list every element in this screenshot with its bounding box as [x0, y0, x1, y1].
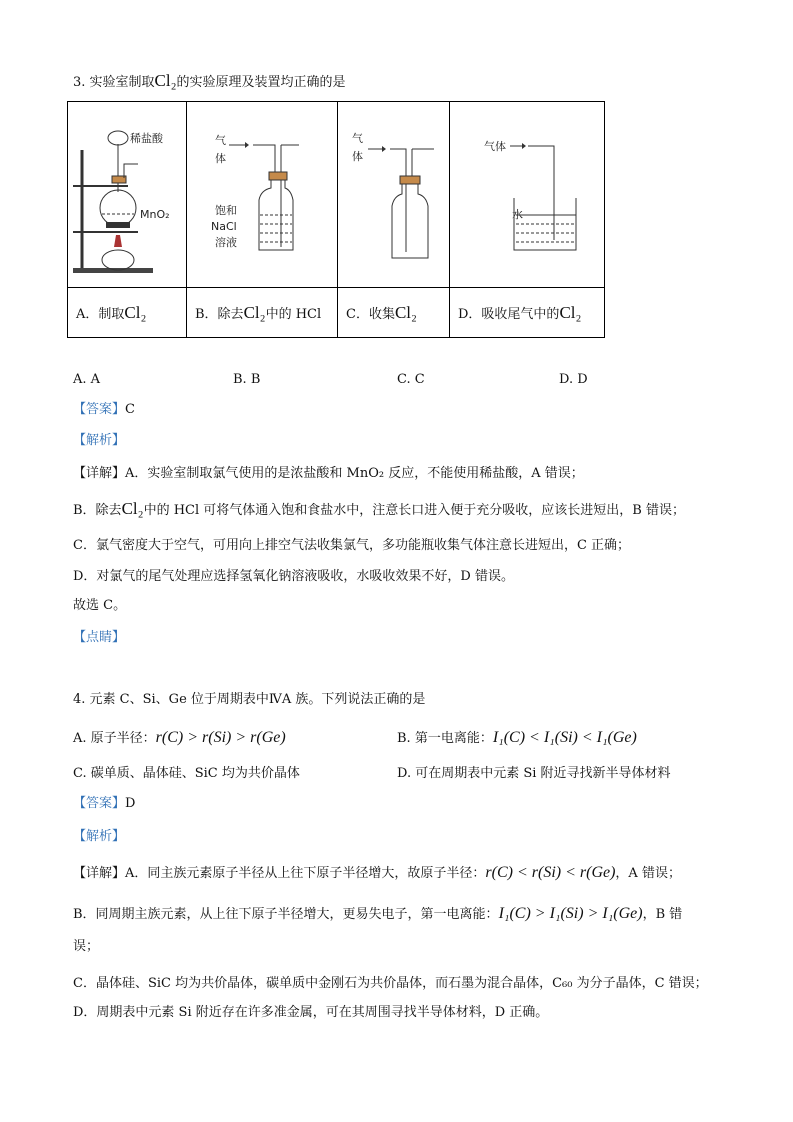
q4-option-a: [73, 729, 286, 748]
cell-text: 中的 HCl: [265, 306, 322, 322]
option-text: A. 原子半径：: [73, 731, 156, 746]
cell-text: B．除去: [195, 306, 244, 322]
q3-title-text: 3. 实验室制取: [73, 75, 155, 90]
q3-detail-d: D．对氯气的尾气处理应选择氢氧化钠溶液吸收，水吸收效果不好，D 错误。: [73, 569, 514, 584]
gas-label: 体: [215, 152, 226, 165]
detail-text: ，B 错: [642, 907, 683, 922]
solution-label: 溶液: [215, 236, 237, 249]
gas-label: 体: [352, 150, 363, 163]
q3-comment-label: 【点睛】: [73, 630, 126, 645]
q4-detail-a: [73, 864, 681, 883]
q4-detail-c: C．晶体硅、SiC 均为共价晶体，碳单质中金刚石为共价晶体，而石墨为混合晶体，C₆₀ 为分子晶体，C 错误；: [73, 976, 708, 991]
diagram-d: [450, 102, 605, 288]
diagram-c: [338, 102, 450, 288]
detail-text: B．除去: [73, 503, 122, 518]
cell-chem: Cl₂: [559, 302, 582, 322]
detail-formula: r(C) < r(Si) < r(Ge): [485, 864, 616, 881]
q4-option-c: C. 碳单质、晶体硅、SiC 均为共价晶体: [73, 766, 300, 781]
q4-title: 4. 元素 C、Si、Ge 位于周期表中ⅣA 族。下列说法正确的是: [73, 692, 426, 707]
q3-title-chem: Cl₂: [154, 71, 177, 90]
q4-analysis-label: 【解析】: [73, 829, 126, 844]
gas-label: 气: [215, 134, 226, 147]
detail-chem: Cl₂: [121, 499, 144, 518]
cell-text: C．收集: [346, 306, 395, 322]
q4-option-d: D. 可在周期表中元素 Si 附近寻找新半导体材料: [397, 766, 671, 781]
detail-text: 中的 HCl 可将气体通入饱和食盐水中，注意长口进入便于充分吸收，应该长进短出，B 错误；: [143, 503, 685, 518]
detail-formula: I₁(C) > I₁(Si) > I₁(Ge): [498, 905, 643, 922]
wash-bottle-diagram: [187, 102, 337, 283]
cell-b: [187, 288, 338, 338]
q4-detail-b: [73, 905, 682, 924]
option-formula: r(C) > r(Si) > r(Ge): [155, 729, 286, 746]
q3-answer: [73, 401, 135, 419]
gas-label: 气: [352, 132, 363, 145]
detail-text: A．实验室制取氯气使用的是浓盐酸和 MnO₂ 反应，不能使用稀盐酸，A 错误；: [125, 466, 584, 481]
cell-chem: Cl₂: [243, 302, 266, 322]
acid-label: 稀盐酸: [130, 132, 163, 145]
water-label: 水: [512, 208, 523, 221]
q4-option-b: [397, 729, 637, 748]
option-text: B. 第一电离能：: [397, 731, 493, 746]
q3-apparatus-table: [67, 101, 605, 338]
answer-value: D: [125, 796, 136, 811]
q3-analysis-label: 【解析】: [73, 433, 126, 448]
gas-label: 气体: [484, 140, 506, 153]
cell-d: [450, 288, 605, 338]
mno2-label: MnO₂: [140, 208, 170, 221]
diagram-b: [187, 102, 338, 288]
answer-label: 【答案】: [73, 402, 126, 417]
option-b: B. B: [233, 372, 261, 387]
detail-label: 【详解】: [73, 866, 126, 881]
option-formula: I₁(C) < I₁(Si) < I₁(Ge): [492, 729, 637, 746]
q3-title-text-2: 的实验原理及装置均正确的是: [176, 75, 346, 90]
cell-chem: Cl₂: [124, 302, 147, 322]
q3-conclusion: 故选 C。: [73, 598, 127, 613]
option-d: D. D: [559, 372, 588, 387]
diagram-a: [68, 102, 187, 288]
q3-detail-a: [73, 465, 584, 483]
detail-text: A．同主族元素原子半径从上往下原子半径增大，故原子半径：: [125, 866, 486, 881]
detail-text: B．同周期主族元素，从上往下原子半径增大，更易失电子，第一电离能：: [73, 907, 499, 922]
q4-detail-b-cont: 误；: [73, 939, 100, 954]
option-a: A. A: [73, 372, 101, 387]
q3-detail-c: C．氯气密度大于空气，可用向上排空气法收集氯气，多功能瓶收集气体注意长进短出，C 正确；: [73, 538, 631, 553]
tail-gas-absorption-diagram: [450, 102, 604, 283]
q3-title: [73, 72, 346, 92]
q4-answer: [73, 795, 135, 813]
answer-value: C: [125, 402, 135, 417]
option-c: C. C: [397, 372, 425, 387]
cell-a: [68, 288, 187, 338]
gas-collection-diagram: [338, 102, 449, 283]
detail-label: 【详解】: [73, 466, 126, 481]
solution-label: NaCl: [211, 220, 237, 233]
cell-c: [338, 288, 450, 338]
cell-text: D．吸收尾气中的: [458, 306, 560, 322]
cell-text: A．制取: [76, 306, 125, 322]
cell-chem: Cl₂: [394, 302, 417, 322]
solution-label: 饱和: [215, 204, 237, 217]
chlorine-generator-diagram: [68, 102, 186, 283]
detail-text: ，A 错误；: [615, 866, 681, 881]
q3-detail-b: [73, 500, 685, 520]
answer-label: 【答案】: [73, 796, 126, 811]
q4-detail-d: D．周期表中元素 Si 附近存在许多准金属，可在其周围寻找半导体材料，D 正确。: [73, 1005, 549, 1020]
